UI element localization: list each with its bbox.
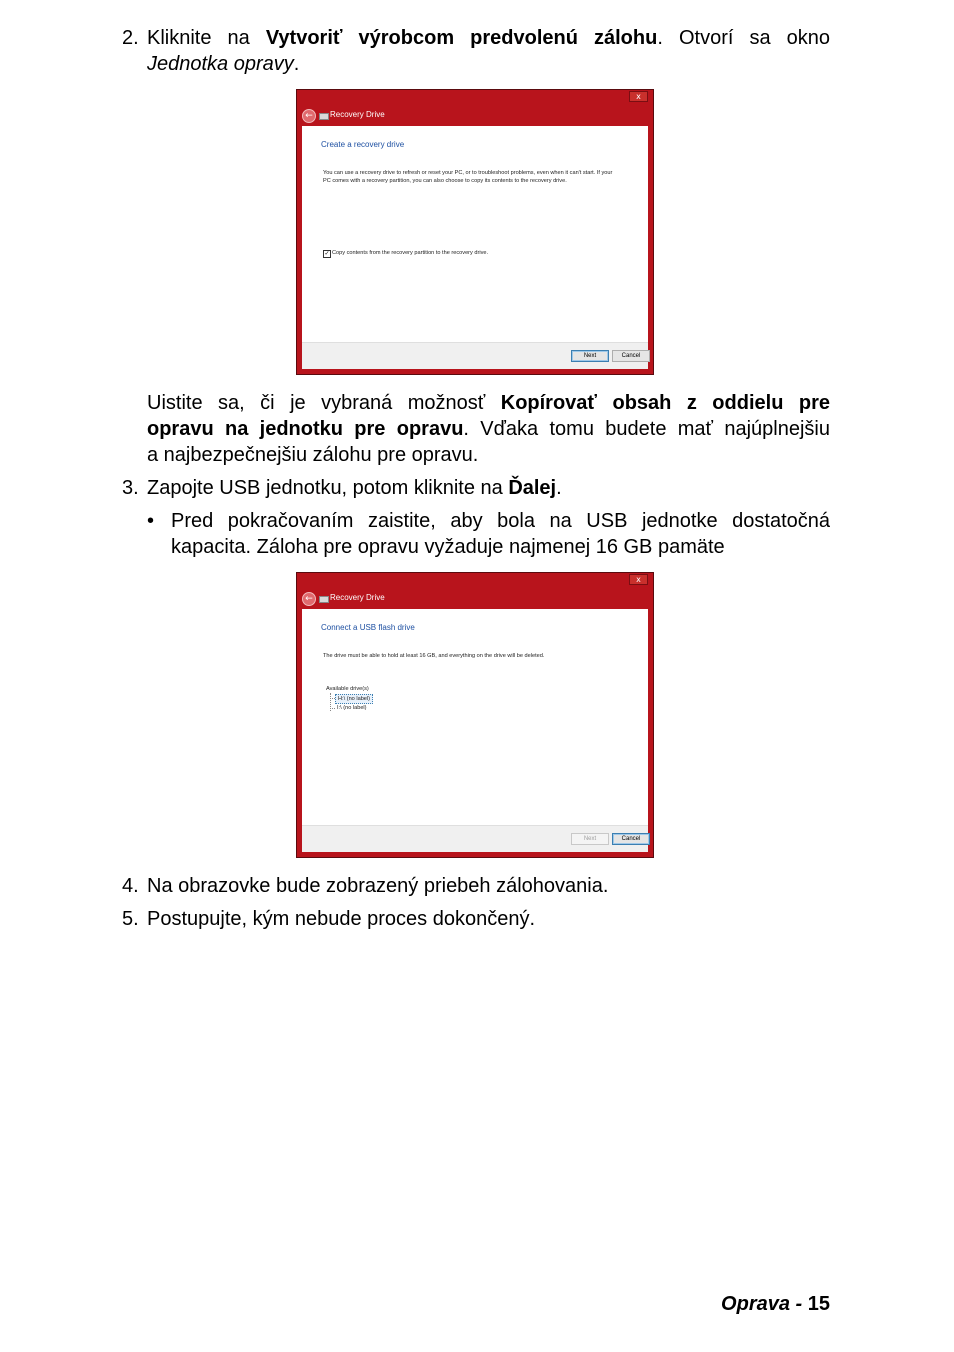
note-line2-bold: opravu na jednotku pre opravu — [147, 418, 464, 440]
cancel-button[interactable]: Cancel — [612, 350, 650, 362]
dialog-description: You can use a recovery drive to refresh or reset your PC, or to troubleshoot problems, even when it can't start. If your PC comes with a recovery partition, you can also choose to copy its contents to the recovery drive. — [323, 170, 613, 184]
bullet-line2: kapacita. Záloha pre opravu vyžaduje najmenej 16 GB pamäte — [171, 536, 725, 558]
step-3-post: . — [556, 477, 562, 499]
step-4-number: 4. — [122, 875, 139, 897]
available-drives-label: Available drive(s) — [326, 686, 369, 692]
recovery-drive-window-2 — [296, 572, 654, 858]
note-paragraph — [147, 390, 830, 468]
window-content — [302, 126, 648, 369]
close-icon[interactable]: x — [629, 574, 648, 585]
note-line2-post: . Vďaka tomu budete mať najúplnejšiu — [463, 418, 830, 440]
page-number: 15 — [807, 1293, 830, 1315]
drive-icon — [319, 596, 329, 603]
step-2-bold: Vytvoriť výrobcom predvolenú zálohu — [265, 27, 658, 49]
dialog-footer — [302, 342, 648, 369]
step-3-pre: Zapojte USB jednotku, potom kliknite na — [147, 477, 509, 499]
drive-item-h[interactable]: H:\ (no label) — [335, 694, 373, 704]
next-button[interactable]: Next — [571, 350, 609, 362]
back-arrow-icon[interactable]: ← — [302, 109, 316, 123]
dialog-description: The drive must be able to hold at least 16 GB, and everything on the drive will be deleted. — [323, 653, 545, 659]
step-5-text: Postupujte, kým nebude proces dokončený. — [147, 908, 536, 930]
note-line3: a najbezpečnejšiu zálohu pre opravu. — [147, 444, 479, 466]
step-3-text — [147, 475, 830, 501]
step-2-end: . — [293, 53, 300, 75]
dialog-heading: Create a recovery drive — [321, 140, 405, 149]
step-4-text: Na obrazovke bude zobrazený priebeh zálohovania. — [147, 875, 609, 897]
window-title: Recovery Drive — [330, 110, 385, 119]
bullet-text — [171, 508, 830, 560]
back-arrow-icon[interactable]: ← — [302, 592, 316, 606]
bullet-line1: Pred pokračovaním zaistite, aby bola na USB jednotke dostatočná — [171, 510, 830, 532]
cancel-button[interactable]: Cancel — [612, 833, 650, 845]
footer-section: Oprava - — [721, 1293, 808, 1315]
note-line1-bold: Kopírovať obsah z oddielu pre — [500, 392, 831, 414]
step-2-number: 2. — [122, 27, 139, 49]
close-icon[interactable]: x — [629, 91, 648, 102]
dialog-footer — [302, 825, 648, 852]
copy-partition-label: Copy contents from the recovery partition to the recovery drive. — [332, 250, 489, 256]
step-5-number: 5. — [122, 908, 139, 930]
note-line1-pre: Uistite sa, či je vybraná možnosť — [147, 392, 501, 414]
step-3-bold: Ďalej — [508, 477, 557, 499]
recovery-drive-window-1 — [296, 89, 654, 375]
step-2-pre: Kliknite na — [147, 27, 266, 49]
window-titlebar — [297, 90, 653, 102]
drive-item-i[interactable]: I:\ (no label) — [337, 705, 367, 711]
window-title: Recovery Drive — [330, 593, 385, 602]
page-footer — [721, 1292, 830, 1316]
copy-partition-checkbox[interactable]: ✓ — [324, 250, 330, 257]
next-button[interactable]: Next — [571, 833, 609, 845]
step-2-text — [147, 25, 830, 77]
window-content — [302, 609, 648, 852]
tree-branch-2 — [330, 708, 335, 709]
step-3-number: 3. — [122, 477, 139, 499]
drive-icon — [319, 113, 329, 120]
step-2-italic: Jednotka opravy — [147, 53, 294, 75]
step-2-post: . Otvorí sa okno — [657, 27, 830, 49]
bullet-glyph: • — [147, 510, 155, 532]
window-titlebar — [297, 573, 653, 585]
dialog-heading: Connect a USB flash drive — [321, 623, 415, 632]
